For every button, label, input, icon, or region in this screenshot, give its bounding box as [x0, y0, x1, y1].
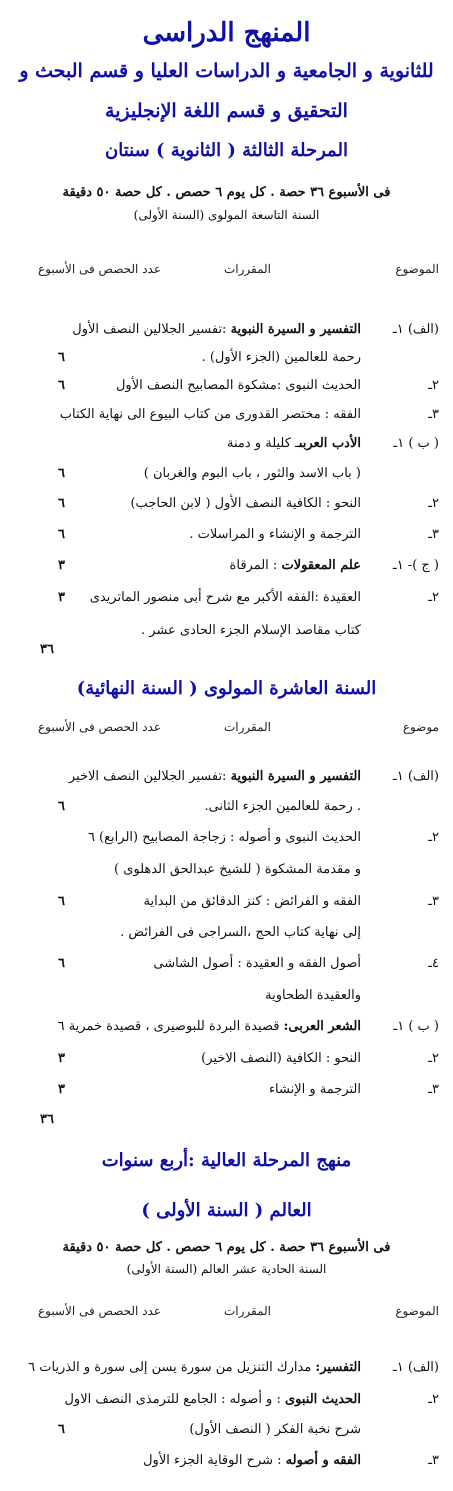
row-label: ٣ـ	[428, 527, 439, 542]
row-course: الترجمة و الإنشاء	[268, 1082, 361, 1097]
row-text	[141, 623, 361, 638]
row-text	[69, 769, 361, 784]
row-text	[144, 466, 361, 481]
row-text	[202, 350, 361, 365]
row-text	[60, 407, 361, 422]
row-course: : شرح الوقاية الجزء الأول	[143, 1453, 286, 1468]
sec1-col-courses: المقررات	[223, 262, 271, 276]
sec3-info: فى الأسبوع ٣٦ حصة . كل يوم ٦ حصص . كل حصة ٥٠ دقيقة	[62, 1240, 391, 1255]
row-text	[114, 862, 361, 877]
row-text	[227, 436, 361, 451]
row-text	[204, 799, 361, 814]
row-course: ( باب الاسد والثور ، باب البوم والغربان )	[143, 466, 361, 481]
row-periods: ٦	[58, 496, 65, 511]
row-course: :تفسير الجلالين النصف الأول	[72, 322, 231, 337]
sec3-subheading: العالم ( السنة الأولى )	[141, 1200, 312, 1221]
row-label: ٢ـ	[428, 496, 439, 511]
row-subject: الأدب العربى	[298, 436, 361, 451]
row-course: العقيدة :الفقه الأكبر مع شرح أبى منصور الماتريدى	[89, 590, 361, 605]
row-label: ٢ـ	[428, 378, 439, 393]
row-label: (الف) ١ـ	[392, 769, 439, 784]
row-periods: ٣	[58, 1051, 65, 1066]
subtitle-line-1: للثانوية و الجامعية و الدراسات العليا و قسم البحث و	[19, 60, 434, 82]
row-course: أصول الفقه و العقيدة : أصول الشاشى	[153, 956, 361, 971]
row-subject: الحديث النبوى	[284, 1392, 361, 1407]
row-label: ٢ـ	[428, 830, 439, 845]
row-periods: ٦	[58, 466, 65, 481]
sec3-year: السنة الحادية عشر العالم (السنة الأولى)	[126, 1262, 327, 1276]
row-course: : و أصوله : الجامع للترمذى النصف الاول	[64, 1392, 285, 1407]
row-course: :تفسير الجلالين النصف الاخير	[68, 769, 231, 784]
row-text	[90, 590, 361, 605]
row-text	[28, 1360, 361, 1375]
row-course: و مقدمة المشكوة ( للشيخ عبدالحق الدهلوى )	[114, 862, 361, 877]
row-course: النحو : الكافية (النصف الاخير)	[201, 1051, 361, 1066]
sec1-col-subject: الموضوع	[395, 262, 439, 276]
row-subject: علم المعقولات	[281, 558, 361, 573]
row-course: الحديث النبوى :مشكوة المصابيح النصف الأول	[115, 378, 361, 393]
row-text	[143, 1453, 361, 1468]
row-course: الترجمة و الإنشاء و المراسلات .	[189, 527, 361, 542]
sec2-col-periods: عدد الحصص فى الأسبوع	[37, 720, 161, 734]
row-periods: ٣	[58, 558, 65, 573]
row-course: إلى نهاية كتاب الحج ،السراجى فى الفرائض .	[120, 925, 361, 940]
row-text	[189, 527, 361, 542]
row-label: ٣ـ	[428, 407, 439, 422]
row-text	[201, 1051, 361, 1066]
row-course: رحمة للعالمين (الجزء الأول) .	[201, 350, 361, 365]
row-label: (الف) ١ـ	[392, 1360, 439, 1375]
row-text	[265, 988, 361, 1003]
row-periods: ٣	[58, 590, 65, 605]
sec2-total: ٣٦	[40, 1112, 54, 1127]
row-course: . رحمة للعالمين الجزء الثانى.	[204, 799, 361, 814]
subtitle-line-2: التحقيق و قسم اللغة الإنجليزية	[105, 100, 348, 122]
row-text	[72, 322, 361, 337]
sec1-info: فى الأسبوع ٣٦ حصة . كل يوم ٦ حصص . كل حصة ٥٠ دقيقة	[62, 185, 391, 200]
row-course: قصيدة البردة للبوصيرى ، قصيدة خمرية ٦	[57, 1019, 284, 1034]
sec3-col-periods: عدد الحصص فى الأسبوع	[37, 1304, 161, 1318]
row-course: : المرقاة	[229, 558, 282, 573]
row-course: الفقه و الفرائض : كنز الدقائق من البداية	[143, 894, 361, 909]
row-text	[120, 925, 361, 940]
sec3-col-subject: الموضوع	[395, 1304, 439, 1318]
row-subject: التفسير:	[315, 1360, 361, 1375]
stage-heading: المرحلة الثالثة ( الثانوية ) سنتان	[105, 140, 348, 161]
page-title: المنهج الدراسى	[142, 18, 311, 48]
row-label: ( ب ) ١ـ	[393, 1019, 439, 1034]
row-text	[64, 1392, 361, 1407]
row-course: الحديث النبوى و أصوله : زجاجة المصابيح (الرابع) ٦	[87, 830, 361, 845]
sec1-year: السنة التاسعة المولوى (السنة الأولى)	[133, 208, 320, 222]
sec3-col-courses: المقررات	[223, 1304, 271, 1318]
row-course: شرح نخبة الفكر ( النصف الأول)	[189, 1422, 361, 1437]
sec2-heading: السنة العاشرة المولوى ( السنة النهائية)	[76, 678, 377, 699]
row-subject: الشعر العربى:	[283, 1019, 361, 1034]
row-periods: ٣	[58, 1082, 65, 1097]
row-periods: ٦	[58, 1422, 65, 1437]
row-label: ( ب ) ١ـ	[393, 436, 439, 451]
row-course: الفقه : مختصر القدورى من كتاب البيوع الى نهاية الكتاب	[59, 407, 361, 422]
row-text	[116, 378, 361, 393]
row-periods: ٦	[58, 350, 65, 365]
row-subject: الفقه و أصوله	[285, 1453, 361, 1468]
row-periods: ٦	[58, 378, 65, 393]
sec3-heading: منهج المرحلة العالية :أربع سنوات	[101, 1150, 352, 1171]
row-periods: ٦	[58, 527, 65, 542]
row-label: ٣ـ	[428, 1453, 439, 1468]
row-periods: ٦	[58, 956, 65, 971]
sec1-total: ٣٦	[40, 642, 54, 657]
row-text	[153, 956, 361, 971]
row-label: ( ج )- ١ـ	[392, 558, 439, 573]
row-periods: ٦	[58, 894, 65, 909]
row-text	[58, 1019, 361, 1034]
row-periods: ٦	[58, 799, 65, 814]
row-label: (الف) ١ـ	[392, 322, 439, 337]
row-text	[88, 830, 361, 845]
row-text	[144, 894, 361, 909]
row-course: والعقيدة الطحاوية	[265, 988, 361, 1003]
row-text	[269, 1082, 361, 1097]
row-text	[230, 558, 361, 573]
row-subject: التفسير و السيرة النبوية	[230, 322, 361, 337]
row-text	[130, 496, 361, 511]
row-course: كتاب مقاصد الإسلام الجزء الحادى عشر .	[141, 623, 361, 638]
row-label: ٣ـ	[428, 1082, 439, 1097]
sec1-col-periods: عدد الحصص فى الأسبوع	[37, 262, 161, 276]
row-label: ٢ـ	[428, 590, 439, 605]
row-course: ـ كليلة و دمنة	[227, 436, 299, 451]
row-subject: التفسير و السيرة النبوية	[230, 769, 361, 784]
row-course: مدارك التنزيل من سورة يسن إلى سورة و الذريات ٦	[28, 1360, 316, 1375]
row-label: ٣ـ	[428, 894, 439, 909]
row-text	[189, 1422, 361, 1437]
sec2-col-courses: المقررات	[223, 720, 271, 734]
row-label: ٤ـ	[428, 956, 439, 971]
row-course: النحو : الكافية النصف الأول ( لابن الحاجب)	[130, 496, 361, 511]
sec2-col-subject: موضوع	[402, 720, 439, 734]
row-label: ٢ـ	[428, 1392, 439, 1407]
row-label: ٢ـ	[428, 1051, 439, 1066]
